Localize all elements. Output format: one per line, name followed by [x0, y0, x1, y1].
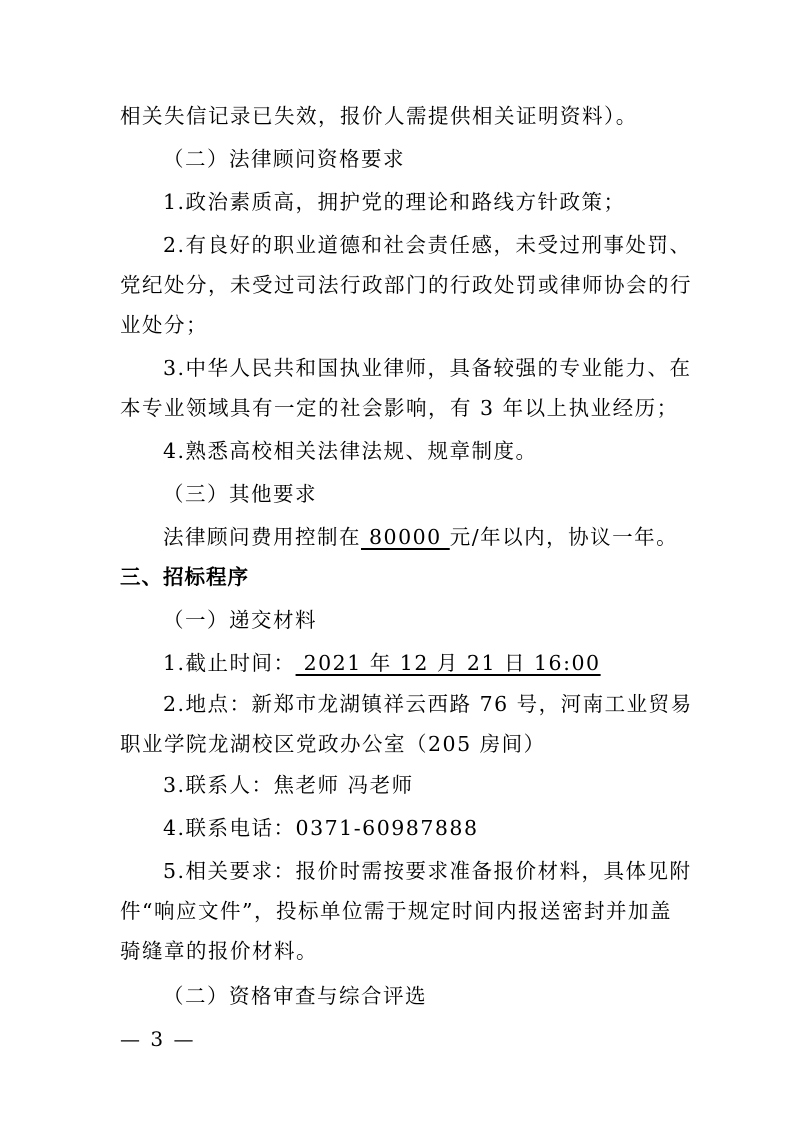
text-line: 3.中华人民共和国执业律师，具备较强的专业能力、在	[163, 356, 692, 380]
chapter-heading-bidding-procedure: 三、招标程序	[120, 565, 249, 589]
contact-person-line: 3.联系人：焦老师 冯老师	[163, 773, 414, 797]
section-heading-lawyer-qualifications: （二）法律顾问资格要求	[163, 147, 405, 171]
fee-suffix: 元/年以内，协议一年。	[449, 525, 679, 549]
text-line: 本专业领域具有一定的社会影响，有 3 年以上执业经历；	[120, 396, 679, 420]
text-line: 党纪处分，未受过司法行政部门的行政处罚或律师协会的行	[120, 273, 692, 297]
text-line: 1.政治素质高，拥护党的理论和路线方针政策；	[163, 190, 626, 214]
section-heading-other-requirements: （三）其他要求	[163, 482, 317, 506]
text-line: 相关失信记录已失效，报价人需提供相关证明资料）。	[120, 104, 638, 128]
text-line: 件“响应文件”，投标单位需于规定时间内报送密封并加盖	[120, 899, 672, 923]
fee-label: 法律顾问费用控制在	[163, 525, 361, 549]
deadline-label: 1.截止时间：	[163, 651, 296, 675]
text-line: 2.有良好的职业道德和社会责任感，未受过刑事处罚、	[163, 233, 692, 257]
fee-line	[163, 523, 678, 551]
contact-phone-line: 4.联系电话：0371-60987888	[163, 816, 479, 840]
text-line: 业处分；	[120, 313, 208, 337]
fee-amount: 80000	[361, 525, 450, 549]
deadline-value: 2021 年 12 月 21 日 16:00	[295, 651, 601, 675]
text-line: 骑缝章的报价材料。	[120, 939, 318, 963]
text-line: 2.地点：新郑市龙湖镇祥云西路 76 号，河南工业贸易	[163, 692, 693, 716]
section-heading-qualification-review: （二）资格审查与综合评选	[163, 984, 427, 1008]
page-number: — 3 —	[120, 1027, 196, 1051]
text-line: 职业学院龙湖校区党政办公室（205 房间）	[120, 732, 546, 756]
deadline-line	[163, 649, 601, 677]
section-heading-submit-materials: （一）递交材料	[163, 608, 317, 632]
text-line: 4.熟悉高校相关法律法规、规章制度。	[163, 439, 538, 463]
text-line: 5.相关要求：报价时需按要求准备报价材料，具体见附	[163, 859, 692, 883]
